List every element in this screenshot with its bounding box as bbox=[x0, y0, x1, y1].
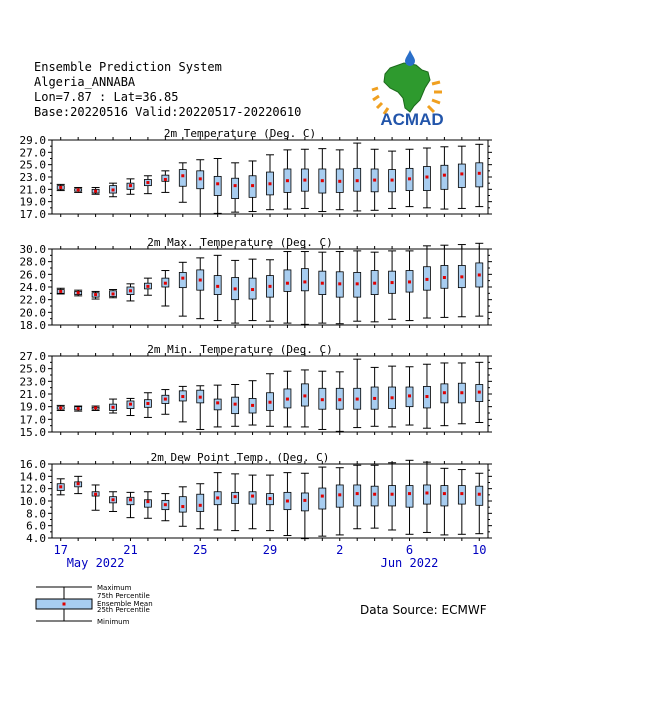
mean-marker bbox=[269, 401, 272, 404]
mean-marker bbox=[303, 394, 306, 397]
y-tick-label: 29.0 bbox=[19, 134, 46, 147]
legend-label-minimum: Minimum bbox=[97, 618, 130, 626]
legend-label-mean: Ensemble Mean bbox=[97, 600, 153, 608]
mean-marker bbox=[251, 184, 254, 187]
logo-text: ACMAD bbox=[380, 110, 444, 128]
iqr-box bbox=[214, 399, 221, 410]
iqr-box bbox=[423, 485, 430, 504]
mean-marker bbox=[251, 495, 254, 498]
mean-marker bbox=[269, 182, 272, 185]
y-tick-label: 27.0 bbox=[19, 146, 46, 160]
mean-marker bbox=[269, 285, 272, 288]
mean-marker bbox=[234, 403, 237, 406]
mean-marker bbox=[216, 401, 219, 404]
mean-marker bbox=[286, 282, 289, 285]
y-tick-label: 18.0 bbox=[19, 319, 46, 332]
mean-marker bbox=[112, 406, 115, 409]
mean-marker bbox=[338, 493, 341, 496]
mean-marker bbox=[356, 179, 359, 182]
mean-marker bbox=[425, 176, 428, 179]
y-tick-label: 28.0 bbox=[19, 255, 46, 269]
y-tick-label: 19.0 bbox=[19, 195, 46, 209]
iqr-box bbox=[301, 493, 308, 511]
mean-marker bbox=[460, 275, 463, 278]
mean-marker bbox=[199, 396, 202, 399]
mean-marker bbox=[408, 492, 411, 495]
mean-marker bbox=[373, 179, 376, 182]
iqr-box bbox=[232, 178, 239, 198]
mean-marker bbox=[303, 179, 306, 182]
mean-marker bbox=[94, 493, 97, 496]
x-tick-label: 6 bbox=[405, 543, 414, 557]
iqr-box bbox=[476, 486, 483, 505]
iqr-box bbox=[476, 163, 483, 187]
mean-marker bbox=[425, 491, 428, 494]
mean-marker bbox=[321, 179, 324, 182]
iqr-box bbox=[179, 170, 186, 187]
y-tick-label: 17.0 bbox=[19, 208, 46, 221]
iqr-box bbox=[179, 272, 186, 287]
iqr-box bbox=[389, 486, 396, 506]
mean-marker bbox=[129, 289, 132, 292]
mean-marker bbox=[59, 290, 62, 293]
mean-marker bbox=[146, 402, 149, 405]
mean-marker bbox=[129, 498, 132, 501]
mean-marker bbox=[391, 179, 394, 182]
mean-marker bbox=[181, 277, 184, 280]
panel-title: 2m Dew Point Temp. (Deg. C) bbox=[150, 451, 330, 464]
y-tick-label: 21.0 bbox=[19, 388, 46, 401]
mean-marker bbox=[77, 407, 80, 410]
mean-marker bbox=[77, 482, 80, 485]
mean-marker bbox=[460, 172, 463, 175]
x-tick-label: 29 bbox=[262, 543, 278, 557]
mean-marker bbox=[425, 395, 428, 398]
mean-marker bbox=[216, 496, 219, 499]
y-tick-label: 26.0 bbox=[19, 268, 46, 282]
mean-marker bbox=[356, 398, 359, 401]
y-tick-label: 4.0 bbox=[26, 532, 46, 545]
mean-marker bbox=[146, 285, 149, 288]
mean-marker bbox=[338, 282, 341, 285]
y-tick-label: 12.0 bbox=[19, 482, 46, 496]
x-tick-label: 17 bbox=[53, 543, 68, 557]
y-tick-label: 22.0 bbox=[19, 293, 46, 307]
mean-marker bbox=[443, 391, 446, 394]
y-tick-label: 15.0 bbox=[19, 426, 46, 439]
mean-marker bbox=[321, 398, 324, 401]
mean-marker bbox=[234, 287, 237, 290]
mean-marker bbox=[391, 396, 394, 399]
mean-marker bbox=[478, 493, 481, 496]
mean-marker bbox=[303, 499, 306, 502]
iqr-box bbox=[319, 488, 326, 509]
iqr-box bbox=[423, 167, 430, 191]
legend-label-maximum: Maximum bbox=[97, 584, 132, 592]
mean-marker bbox=[443, 276, 446, 279]
iqr-box bbox=[214, 176, 221, 195]
x-tick-label: 25 bbox=[193, 543, 208, 557]
x-tick-label: 21 bbox=[123, 543, 138, 557]
mean-marker bbox=[59, 186, 62, 189]
mean-marker bbox=[199, 177, 202, 180]
mean-marker bbox=[77, 188, 80, 191]
mean-marker bbox=[373, 397, 376, 400]
x-month-label: Jun 2022 bbox=[380, 556, 439, 570]
iqr-box bbox=[179, 497, 186, 512]
mean-marker bbox=[338, 398, 341, 401]
mean-marker bbox=[286, 500, 289, 503]
mean-marker bbox=[164, 503, 167, 506]
mean-marker bbox=[146, 181, 149, 184]
y-tick-label: 24.0 bbox=[19, 281, 46, 294]
mean-marker bbox=[77, 291, 80, 294]
mean-marker bbox=[94, 190, 97, 193]
mean-marker bbox=[321, 282, 324, 285]
y-tick-label: 25.0 bbox=[19, 158, 46, 172]
panel-title: 2m Max. Temperature (Deg. C) bbox=[147, 236, 333, 249]
mean-marker bbox=[234, 184, 237, 187]
data-source: Data Source: ECMWF bbox=[360, 603, 487, 617]
mean-marker bbox=[443, 174, 446, 177]
mean-marker bbox=[164, 398, 167, 401]
y-tick-label: 30.0 bbox=[19, 243, 46, 256]
mean-marker bbox=[112, 498, 115, 501]
y-tick-label: 16.0 bbox=[19, 458, 46, 471]
mean-marker bbox=[443, 492, 446, 495]
panel-title: 2m Min. Temperature (Deg. C) bbox=[147, 343, 333, 356]
mean-marker bbox=[59, 406, 62, 409]
iqr-box bbox=[371, 486, 378, 506]
mean-marker bbox=[408, 280, 411, 283]
panel-title: 2m Temperature (Deg. C) bbox=[163, 127, 317, 140]
mean-marker bbox=[303, 280, 306, 283]
header-coordinates: Lon=7.87 : Lat=36.85 bbox=[34, 90, 179, 104]
mean-marker bbox=[112, 188, 115, 191]
mean-marker bbox=[286, 179, 289, 182]
iqr-box bbox=[406, 486, 413, 508]
mean-marker bbox=[181, 395, 184, 398]
mean-marker bbox=[59, 485, 62, 488]
mean-marker bbox=[408, 177, 411, 180]
mean-marker bbox=[181, 505, 184, 508]
mean-marker bbox=[321, 495, 324, 498]
iqr-box bbox=[284, 270, 291, 292]
y-tick-label: 20.0 bbox=[19, 306, 46, 320]
mean-marker bbox=[356, 492, 359, 495]
legend-mean-marker bbox=[63, 603, 66, 606]
iqr-box bbox=[354, 485, 361, 506]
mean-marker bbox=[356, 282, 359, 285]
mean-marker bbox=[146, 500, 149, 503]
header-title: Ensemble Prediction System bbox=[34, 60, 222, 74]
legend-label-p25: 25th Percentile bbox=[97, 606, 150, 614]
mean-marker bbox=[216, 182, 219, 185]
mean-marker bbox=[478, 391, 481, 394]
y-tick-label: 8.0 bbox=[26, 507, 46, 521]
iqr-box bbox=[249, 492, 256, 504]
mean-marker bbox=[199, 504, 202, 507]
mean-marker bbox=[373, 493, 376, 496]
mean-marker bbox=[94, 406, 97, 409]
mean-marker bbox=[391, 281, 394, 284]
legend-label-p75: 75th Percentile bbox=[97, 592, 150, 600]
mean-marker bbox=[216, 285, 219, 288]
iqr-box bbox=[441, 486, 448, 506]
iqr-box bbox=[458, 164, 465, 187]
y-tick-label: 14.0 bbox=[19, 470, 46, 484]
x-tick-label: 10 bbox=[472, 543, 487, 557]
y-tick-label: 17.0 bbox=[19, 413, 46, 427]
mean-marker bbox=[129, 403, 132, 406]
header-station: Algeria_ANNABA bbox=[34, 75, 136, 89]
mean-marker bbox=[94, 293, 97, 296]
mean-marker bbox=[286, 398, 289, 401]
mean-marker bbox=[129, 184, 132, 187]
iqr-box bbox=[301, 269, 308, 291]
y-tick-label: 27.0 bbox=[19, 350, 46, 363]
mean-marker bbox=[269, 497, 272, 500]
mean-marker bbox=[338, 180, 341, 183]
mean-marker bbox=[425, 278, 428, 281]
mean-marker bbox=[408, 394, 411, 397]
y-tick-label: 6.0 bbox=[26, 519, 46, 533]
header-dates: Base:20220516 Valid:20220517-20220610 bbox=[34, 105, 302, 119]
mean-marker bbox=[373, 282, 376, 285]
iqr-box bbox=[441, 165, 448, 189]
y-tick-label: 25.0 bbox=[19, 362, 46, 376]
mean-marker bbox=[460, 492, 463, 495]
mean-marker bbox=[251, 404, 254, 407]
mean-marker bbox=[181, 174, 184, 177]
y-tick-label: 21.0 bbox=[19, 183, 46, 197]
mean-marker bbox=[251, 288, 254, 291]
mean-marker bbox=[460, 391, 463, 394]
y-tick-label: 19.0 bbox=[19, 400, 46, 414]
mean-marker bbox=[391, 493, 394, 496]
y-tick-label: 10.0 bbox=[19, 495, 46, 508]
mean-marker bbox=[199, 279, 202, 282]
mean-marker bbox=[234, 495, 237, 498]
mean-marker bbox=[478, 273, 481, 276]
mean-marker bbox=[164, 282, 167, 285]
y-tick-label: 23.0 bbox=[19, 375, 46, 389]
x-tick-label: 2 bbox=[336, 543, 344, 557]
mean-marker bbox=[478, 172, 481, 175]
x-month-label: May 2022 bbox=[66, 556, 125, 570]
y-tick-label: 23.0 bbox=[19, 171, 46, 184]
mean-marker bbox=[164, 178, 167, 181]
mean-marker bbox=[112, 292, 115, 295]
iqr-box bbox=[197, 494, 204, 511]
